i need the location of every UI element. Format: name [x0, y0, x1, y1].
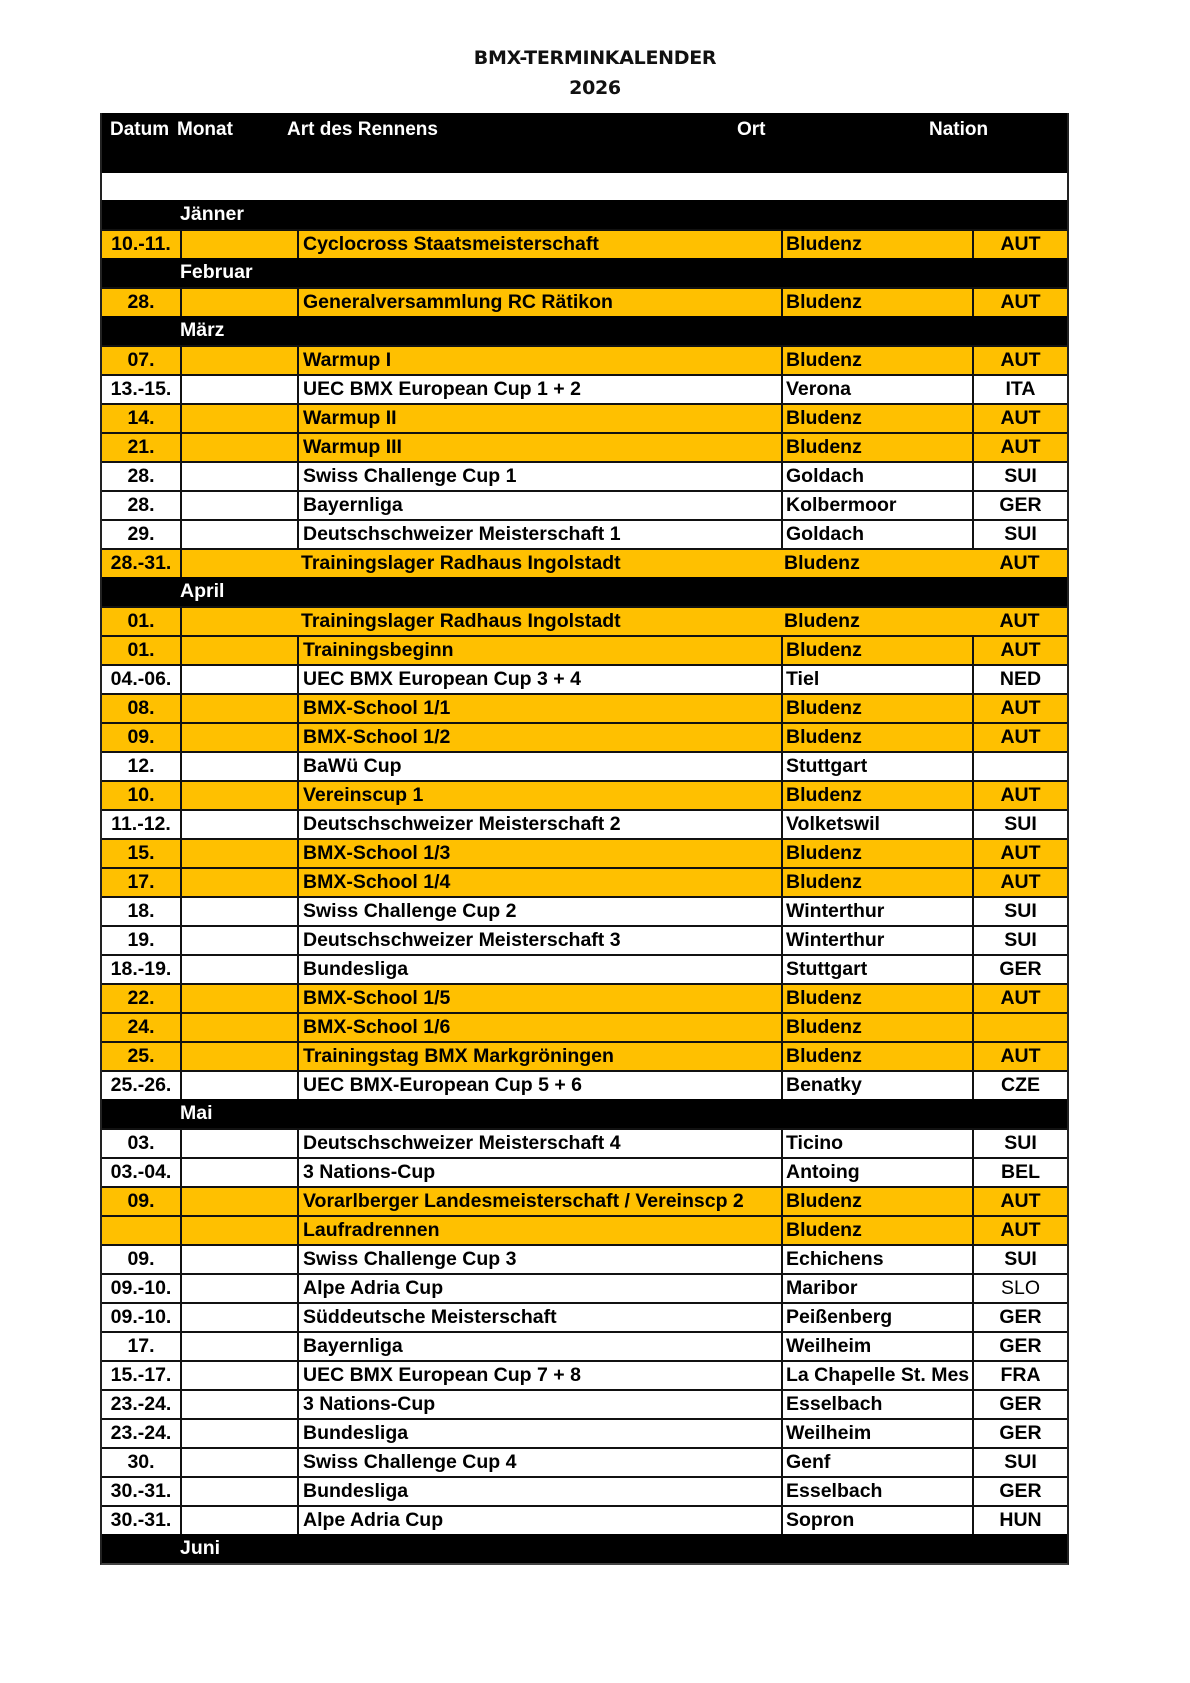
page-title: BMX-TERMINKALENDER — [473, 47, 717, 69]
month-header: März — [102, 316, 1067, 345]
event-cell: Warmup II — [297, 403, 781, 432]
location-cell: Volketswil — [781, 809, 972, 838]
page-year: 2026 — [569, 77, 621, 99]
event-cell: Deutschschweizer Meisterschaft 2 — [297, 809, 781, 838]
location-cell: Bludenz — [781, 635, 972, 664]
date-cell: 14. — [102, 403, 180, 432]
month-cell — [180, 519, 297, 548]
location-cell: Esselbach — [781, 1476, 972, 1505]
date-cell: 25. — [102, 1041, 180, 1070]
location-cell: Bludenz — [781, 1186, 972, 1215]
location-cell: Sopron — [781, 1505, 972, 1534]
table-row — [102, 519, 1067, 548]
month-cell — [180, 983, 297, 1012]
table-row — [102, 1302, 1067, 1331]
nation-cell: SUI — [972, 896, 1067, 925]
date-cell: 18. — [102, 896, 180, 925]
table-row — [102, 1012, 1067, 1041]
nation-cell: ITA — [972, 374, 1067, 403]
table-row — [102, 1070, 1067, 1099]
nation-cell: AUT — [972, 287, 1067, 316]
date-cell: 07. — [102, 345, 180, 374]
location-cell: Stuttgart — [781, 751, 972, 780]
column-header-datum: Datum — [110, 119, 170, 140]
location-cell: Bludenz — [781, 983, 972, 1012]
date-cell: 01. — [102, 606, 180, 635]
nation-cell: GER — [972, 1476, 1067, 1505]
month-cell — [180, 925, 297, 954]
nation-cell: AUT — [972, 606, 1067, 635]
location-cell: Ticino — [781, 1128, 972, 1157]
location-cell: Antoing — [781, 1157, 972, 1186]
nation-cell: GER — [972, 490, 1067, 519]
location-cell: Verona — [781, 374, 972, 403]
nation-cell: AUT — [972, 983, 1067, 1012]
table-row — [102, 1273, 1067, 1302]
table-row — [102, 1418, 1067, 1447]
location-cell: Bludenz — [781, 1041, 972, 1070]
date-cell — [102, 1215, 180, 1244]
table-row — [102, 693, 1067, 722]
location-cell: Peißenberg — [781, 1302, 972, 1331]
location-cell: Stuttgart — [781, 954, 972, 983]
date-cell: 13.-15. — [102, 374, 180, 403]
location-cell: Bludenz — [781, 403, 972, 432]
table-row — [102, 1215, 1067, 1244]
nation-cell — [972, 1012, 1067, 1041]
nation-cell — [972, 751, 1067, 780]
date-cell: 23.-24. — [102, 1389, 180, 1418]
table-row — [102, 1244, 1067, 1273]
month-cell — [180, 1418, 297, 1447]
event-cell: Swiss Challenge Cup 1 — [297, 461, 781, 490]
month-cell — [180, 287, 297, 316]
event-cell: Alpe Adria Cup — [297, 1273, 781, 1302]
date-cell: 30.-31. — [102, 1505, 180, 1534]
event-cell: BMX-School 1/5 — [297, 983, 781, 1012]
event-cell: BMX-School 1/6 — [297, 1012, 781, 1041]
event-cell: Süddeutsche Meisterschaft — [297, 1302, 781, 1331]
table-row — [102, 548, 1067, 577]
table-row — [102, 896, 1067, 925]
nation-cell: SUI — [972, 809, 1067, 838]
month-cell — [180, 403, 297, 432]
table-row — [102, 432, 1067, 461]
month-cell — [180, 809, 297, 838]
event-cell: Cyclocross Staatsmeisterschaft — [297, 229, 781, 258]
date-cell: 10.-11. — [102, 229, 180, 258]
date-cell: 28. — [102, 461, 180, 490]
month-cell — [180, 751, 297, 780]
location-cell: Winterthur — [781, 925, 972, 954]
date-cell: 17. — [102, 867, 180, 896]
event-cell: Bundesliga — [297, 1418, 781, 1447]
table-row — [102, 722, 1067, 751]
date-cell: 09. — [102, 722, 180, 751]
month-header: Mai — [102, 1099, 1067, 1128]
month-cell — [180, 1070, 297, 1099]
event-cell: UEC BMX-European Cup 5 + 6 — [297, 1070, 781, 1099]
nation-cell: AUT — [972, 1041, 1067, 1070]
month-cell — [180, 867, 297, 896]
nation-cell: AUT — [972, 1186, 1067, 1215]
column-header-monat: Monat — [177, 119, 233, 140]
column-header-ort: Ort — [737, 119, 766, 140]
location-cell: Weilheim — [781, 1331, 972, 1360]
month-cell — [180, 490, 297, 519]
month-cell — [180, 1389, 297, 1418]
location-cell: Weilheim — [781, 1418, 972, 1447]
table-row — [102, 838, 1067, 867]
month-header: Juni — [102, 1534, 1067, 1563]
table-row — [102, 606, 1067, 635]
location-cell: Kolbermoor — [781, 490, 972, 519]
nation-cell: AUT — [972, 635, 1067, 664]
event-cell: Vereinscup 1 — [297, 780, 781, 809]
event-cell: Deutschschweizer Meisterschaft 1 — [297, 519, 781, 548]
table-row — [102, 1186, 1067, 1215]
table-row — [102, 809, 1067, 838]
event-cell: BMX-School 1/1 — [297, 693, 781, 722]
month-cell — [180, 693, 297, 722]
location-cell: Bludenz — [781, 867, 972, 896]
table-row — [102, 461, 1067, 490]
date-cell: 01. — [102, 635, 180, 664]
date-cell: 28. — [102, 490, 180, 519]
month-cell — [180, 374, 297, 403]
table-row — [102, 287, 1067, 316]
nation-cell: AUT — [972, 867, 1067, 896]
nation-cell: AUT — [972, 693, 1067, 722]
date-cell: 03. — [102, 1128, 180, 1157]
month-cell — [180, 461, 297, 490]
date-cell: 30.-31. — [102, 1476, 180, 1505]
table-row — [102, 664, 1067, 693]
nation-cell: SLO — [972, 1273, 1067, 1302]
table-row — [102, 1041, 1067, 1070]
table-row — [102, 954, 1067, 983]
event-cell: Deutschschweizer Meisterschaft 4 — [297, 1128, 781, 1157]
table-row — [102, 925, 1067, 954]
event-cell: Vorarlberger Landesmeisterschaft / Vereinscp 2 — [297, 1186, 781, 1215]
table-row — [102, 1389, 1067, 1418]
nation-cell: FRA — [972, 1360, 1067, 1389]
location-cell: Genf — [781, 1447, 972, 1476]
table-row — [102, 345, 1067, 374]
nation-cell: AUT — [972, 403, 1067, 432]
table-row — [102, 751, 1067, 780]
location-cell: Bludenz — [781, 606, 972, 635]
event-cell: Laufradrennen — [297, 1215, 781, 1244]
month-cell — [180, 1041, 297, 1070]
location-cell: Bludenz — [781, 432, 972, 461]
date-cell: 17. — [102, 1331, 180, 1360]
event-cell: UEC BMX European Cup 1 + 2 — [297, 374, 781, 403]
month-cell — [180, 548, 297, 577]
nation-cell: AUT — [972, 838, 1067, 867]
location-cell: Bludenz — [781, 722, 972, 751]
nation-cell: GER — [972, 1302, 1067, 1331]
event-cell: BMX-School 1/4 — [297, 867, 781, 896]
nation-cell: GER — [972, 1331, 1067, 1360]
date-cell: 28. — [102, 287, 180, 316]
date-cell: 11.-12. — [102, 809, 180, 838]
event-cell: Swiss Challenge Cup 4 — [297, 1447, 781, 1476]
table-row — [102, 403, 1067, 432]
location-cell: Bludenz — [781, 345, 972, 374]
table-row — [102, 1157, 1067, 1186]
nation-cell: SUI — [972, 461, 1067, 490]
month-cell — [180, 229, 297, 258]
table-row — [102, 1331, 1067, 1360]
date-cell: 19. — [102, 925, 180, 954]
location-cell: Bludenz — [781, 1215, 972, 1244]
month-header: Jänner — [102, 200, 1067, 229]
location-cell: Bludenz — [781, 1012, 972, 1041]
event-cell: UEC BMX European Cup 3 + 4 — [297, 664, 781, 693]
month-cell — [180, 1244, 297, 1273]
location-cell: Bludenz — [781, 287, 972, 316]
event-cell: BaWü Cup — [297, 751, 781, 780]
nation-cell: HUN — [972, 1505, 1067, 1534]
event-cell: Trainingsbeginn — [297, 635, 781, 664]
event-cell: Generalversammlung RC Rätikon — [297, 287, 781, 316]
nation-cell: AUT — [972, 1215, 1067, 1244]
nation-cell: SUI — [972, 519, 1067, 548]
event-cell: Trainingslager Radhaus Ingolstadt — [297, 548, 781, 577]
month-cell — [180, 896, 297, 925]
nation-cell: BEL — [972, 1157, 1067, 1186]
event-cell: 3 Nations-Cup — [297, 1389, 781, 1418]
date-cell: 28.-31. — [102, 548, 180, 577]
event-cell: 3 Nations-Cup — [297, 1157, 781, 1186]
month-cell — [180, 1128, 297, 1157]
location-cell: Tiel — [781, 664, 972, 693]
header-spacer — [102, 173, 1067, 200]
location-cell: La Chapelle St. Mes — [781, 1360, 972, 1389]
event-cell: Warmup I — [297, 345, 781, 374]
date-cell: 12. — [102, 751, 180, 780]
table-row — [102, 1447, 1067, 1476]
event-cell: Warmup III — [297, 432, 781, 461]
date-cell: 09. — [102, 1186, 180, 1215]
month-cell — [180, 722, 297, 751]
event-cell: Bundesliga — [297, 954, 781, 983]
date-cell: 29. — [102, 519, 180, 548]
table-row — [102, 780, 1067, 809]
column-header-art: Art des Rennens — [287, 119, 438, 140]
event-cell: UEC BMX European Cup 7 + 8 — [297, 1360, 781, 1389]
month-cell — [180, 1273, 297, 1302]
event-cell: BMX-School 1/3 — [297, 838, 781, 867]
table-row — [102, 635, 1067, 664]
table-row — [102, 229, 1067, 258]
nation-cell: SUI — [972, 1128, 1067, 1157]
event-cell: Alpe Adria Cup — [297, 1505, 781, 1534]
table-row — [102, 983, 1067, 1012]
month-cell — [180, 606, 297, 635]
month-cell — [180, 780, 297, 809]
nation-cell: AUT — [972, 345, 1067, 374]
nation-cell: SUI — [972, 925, 1067, 954]
month-cell — [180, 1447, 297, 1476]
month-cell — [180, 345, 297, 374]
event-cell: Swiss Challenge Cup 3 — [297, 1244, 781, 1273]
date-cell: 09.-10. — [102, 1273, 180, 1302]
location-cell: Winterthur — [781, 896, 972, 925]
location-cell: Esselbach — [781, 1389, 972, 1418]
nation-cell: AUT — [972, 722, 1067, 751]
nation-cell: AUT — [972, 780, 1067, 809]
month-cell — [180, 1186, 297, 1215]
event-cell: Deutschschweizer Meisterschaft 3 — [297, 925, 781, 954]
month-cell — [180, 635, 297, 664]
month-cell — [180, 1157, 297, 1186]
location-cell: Bludenz — [781, 548, 972, 577]
month-cell — [180, 1360, 297, 1389]
date-cell: 18.-19. — [102, 954, 180, 983]
month-cell — [180, 1476, 297, 1505]
event-cell: Trainingstag BMX Markgröningen — [297, 1041, 781, 1070]
date-cell: 09.-10. — [102, 1302, 180, 1331]
table-header — [102, 113, 1067, 173]
event-cell: Bayernliga — [297, 1331, 781, 1360]
table-row — [102, 490, 1067, 519]
month-cell — [180, 954, 297, 983]
date-cell: 23.-24. — [102, 1418, 180, 1447]
location-cell: Echichens — [781, 1244, 972, 1273]
event-cell: Bundesliga — [297, 1476, 781, 1505]
nation-cell: CZE — [972, 1070, 1067, 1099]
date-cell: 09. — [102, 1244, 180, 1273]
event-cell: Swiss Challenge Cup 2 — [297, 896, 781, 925]
event-cell: BMX-School 1/2 — [297, 722, 781, 751]
nation-cell: AUT — [972, 548, 1067, 577]
month-header: Februar — [102, 258, 1067, 287]
date-cell: 08. — [102, 693, 180, 722]
table-body — [102, 200, 1067, 1563]
nation-cell: GER — [972, 954, 1067, 983]
month-cell — [180, 838, 297, 867]
month-cell — [180, 1505, 297, 1534]
table-row — [102, 1360, 1067, 1389]
date-cell: 22. — [102, 983, 180, 1012]
nation-cell: AUT — [972, 432, 1067, 461]
month-cell — [180, 1302, 297, 1331]
table-row — [102, 1476, 1067, 1505]
table-row — [102, 1505, 1067, 1534]
month-cell — [180, 1012, 297, 1041]
location-cell: Maribor — [781, 1273, 972, 1302]
month-cell — [180, 432, 297, 461]
table-row — [102, 374, 1067, 403]
date-cell: 03.-04. — [102, 1157, 180, 1186]
date-cell: 10. — [102, 780, 180, 809]
nation-cell: SUI — [972, 1244, 1067, 1273]
location-cell: Goldach — [781, 519, 972, 548]
nation-cell: AUT — [972, 229, 1067, 258]
nation-cell: GER — [972, 1389, 1067, 1418]
column-header-nation: Nation — [929, 119, 989, 140]
month-cell — [180, 1215, 297, 1244]
location-cell: Bludenz — [781, 229, 972, 258]
table-row — [102, 1128, 1067, 1157]
location-cell: Bludenz — [781, 838, 972, 867]
date-cell: 21. — [102, 432, 180, 461]
location-cell: Bludenz — [781, 780, 972, 809]
location-cell: Goldach — [781, 461, 972, 490]
event-cell: Trainingslager Radhaus Ingolstadt — [297, 606, 781, 635]
event-cell: Bayernliga — [297, 490, 781, 519]
schedule-table — [100, 113, 1069, 1565]
month-cell — [180, 1331, 297, 1360]
date-cell: 30. — [102, 1447, 180, 1476]
month-cell — [180, 664, 297, 693]
table-row — [102, 867, 1067, 896]
date-cell: 15. — [102, 838, 180, 867]
location-cell: Bludenz — [781, 693, 972, 722]
nation-cell: SUI — [972, 1447, 1067, 1476]
location-cell: Benatky — [781, 1070, 972, 1099]
date-cell: 24. — [102, 1012, 180, 1041]
date-cell: 25.-26. — [102, 1070, 180, 1099]
date-cell: 04.-06. — [102, 664, 180, 693]
nation-cell: GER — [972, 1418, 1067, 1447]
month-header: April — [102, 577, 1067, 606]
date-cell: 15.-17. — [102, 1360, 180, 1389]
nation-cell: NED — [972, 664, 1067, 693]
